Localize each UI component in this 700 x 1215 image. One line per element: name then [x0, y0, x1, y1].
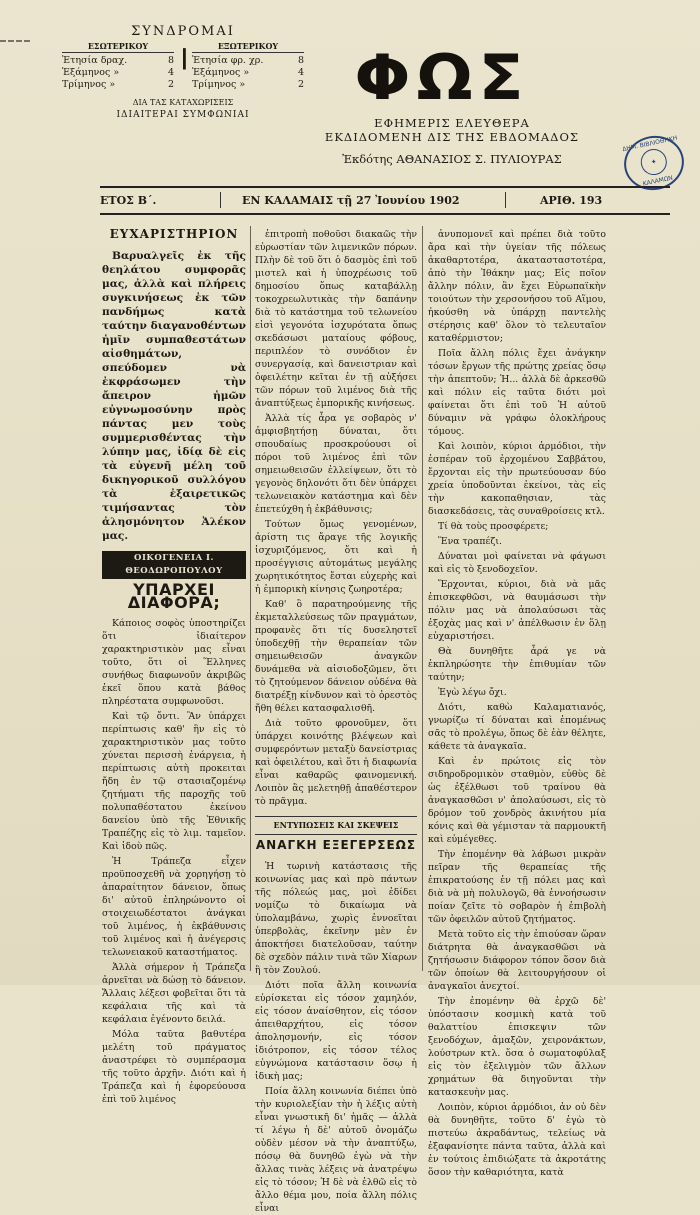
issue-year: ΕΤΟΣ Β΄. — [100, 194, 157, 207]
newspaper-subtitle: ΕΦΗΜΕΡΙΣ ΕΛΕΥΘΕΡΑ — [374, 116, 530, 130]
exterior-heading: ΕΞΩΤΕΡΙΚΟΥ — [192, 40, 304, 53]
article-paragraph: Λοιπὸν, κύριοι ἀρμόδιοι, ἀν οὐ δὲν θὰ δυνηθῆτε, τοῦτο δ' ἐγὼ τὸ πιστεύω ἀκραδάντως, τελείως νὰ ἐξαφανίσητε πάντα ταῦτα, ἀλλὰ καὶ ἐν τούτοις ἐπιδιώξατε τὰ ἀκροτάτης ὅσον τὴν καθαριότητα, κατὰ — [428, 1102, 606, 1178]
article-paragraph: Ἐγὼ λέγω ὄχι. — [438, 687, 507, 698]
rate-value: 2 — [297, 79, 304, 90]
article-paragraph: Τὴν ἐπομένην θὰ ἐρχῶ δὲ' ὑπόστασιν κοσμικὴ κατὰ τοῦ θαλαττίου ἐπισκεψιν τῶν ξενοδόχων, ἀμαξῶν, χειρονάκτων, λούστρων κτλ. ὅσα ὁ σωματοφύλαξ εἰς τὸν ἐξελιγμὸν τῶν ἄλλων χρημάτων θὰ διηγοῦνται τὴν κατασκευὴν μας. — [428, 996, 606, 1098]
interior-rate-row — [62, 55, 174, 67]
column-2 — [255, 228, 418, 1214]
subscriptions-title: ΣΥΝΔΡΟΜΑΙ — [131, 24, 235, 39]
article-paragraph: Καὶ τῷ ὄντι. Ἂν ὑπάρχει περίπτωσις καθ' ἣν εἰς τὸ χαρακτηριστικὸν μας τοῦτο χύνεται περισσὴ ἐνάργεια, ἡ περίπτωσις αὐτὴ προκειται ἤδη ἐν τῷ στασιαζομένῳ ζητήματι τῆς παροχῆς τοῦ πολυπαθέστατου ἐκείνου δανείου ὑπὸ τῆς Ἐθνικῆς Τραπέζης εἰς τὸ λιμ. ταμεῖον. Καὶ ἰδοὺ πῶς. — [102, 711, 246, 852]
masthead — [40, 18, 679, 188]
rate-value: 4 — [167, 67, 174, 78]
article-paragraph: Καὶ λοιπὸν, κύριοι ἀρμόδιοι, τὴν ἐσπέραν τοῦ ἐρχομένου Σαββάτου, ἔρχονται εἰς τὴν πρωτεύουσαν δύο χρεία ὑποδοῦνται ἐκείνοι, τὰς εἰς τὴν κακοπαθησιαν, τὰς διασκεδάσεις, τὰς συναθροίσεις κτλ. — [428, 441, 606, 517]
column-divider — [422, 226, 423, 971]
masthead-rule-top — [100, 186, 670, 188]
article-paragraph: Θὰ δυνηθῆτε ἆρά γε νὰ ἐκπληρώσητε τὴν ἐπιθυμίαν τῶν ταύτην; — [428, 646, 606, 683]
masthead-rule-bottom — [100, 213, 670, 215]
article-paragraph: ἐπιτροπὴ ποθοῦσι διακαῶς τὴν εὐρωστίαν τῶν λιμενικῶν πόρων. Πλὴν δὲ τοῦ ὅτι ὁ δασμὸς ἐπὶ τοῦ μιστελ καὶ ἡ ὑποχρέωσις τοῦ δημοσίου ὅπως καταβάλλῃ τοκοχρεωλυτικὰς τὴν δαπάνην διὰ τὸ κατάστημα τοῦ τελωνείου εἰσὶ γεγονότα ἰσχυρότατα ὅπως σκεδάσωσι ματαίους φόβους, περιπλέον τὸ συνόδιον ἐν συνεργασίᾳ, καὶ δανειστριαν καὶ ὀφειλέτην κεῖται ἐν τῇ αὐξήσει τῶν πόρων τοῦ λιμένος διὰ τῆς ἀναπτύξεως ἐμπορικῆς κινήσεως. — [255, 229, 417, 409]
thanks-notice: Βαρυαλγεῖς ἐκ τῆς θεηλάτου συμφορᾶς μας, ἀλλὰ καὶ πλήρεις συγκινήσεως ἐκ τῶν πανδήμως κατὰ ταύτην διαγανοθέντων ἡμῖν συμπαθεστάτων αἰσθημάτων, σπεύδομεν νὰ ἐκφράσωμεν τὴν ἄπειρον ἡμῶν εὐγνωμοσύνην πρὸς πάντας μεν τοὺς συμμερισθέντας τὴν λύπην μας, ἰδίᾳ δὲ εἰς τὰ εὐγενῆ μέλη τοῦ δικηγορικοῦ συλλόγου τὰ ἐξαιρετικῶς τιμήσαντας τὸν ἀλησμόνητον Ἀλέκον μας. — [102, 250, 246, 542]
article-paragraph: Καθ' ὃ παρατηρούμενης τῆς ἐκμεταλλεύσεως τῶν πραγμάτων, προφανὲς ὅτι τίς δυσεληστεῖ ὑποδεχθῇ τὴν θεραπείαν τῶν σημειωθεισῶν ἀναγκῶν δυνάμεθα νὰ αἰσιοδοξῶμεν, ὅτι τὸ ζητούμενον δάνειον οὐδένα θὰ διατρέξῃ κίνδυνον καὶ τὸ ὀρεστὸς ἤθη θέλει κατασφαλισθῆ. — [255, 599, 417, 714]
article-paragraph: ἀνυπομονεῖ καὶ πρέπει διὰ τοῦτο ἄρα καὶ τὴν ὑγείαν τῆς πόλεως ἀκαθαρτοτέρα, ἀκατασταστοτέρα, ἀπὸ τὴν Ἰθάκην μας; Εἰς ποῖον ἄλλην πόλιν, ἂν ἔχει Εὐρωπαϊκὴν τοιούτων τὴν χερσονήσου τοῦ Αἵμου, ἠκούσθη νὰ ὑπάρχῃ παντελὴς στέρησις καθ' ὅλον τὸ τελευταῖον καταθέρμιστον; — [428, 229, 606, 344]
article-paragraph: Καὶ ἐν πρώτοις εἰς τὸν σιδηροδρομικὸν σταθμὸν, εὐθὺς δὲ ὡς ἐξέλθωσι τοῦ τραίνου θὰ ἀναγκασθῶσι ν' ἀπολαύσωσι, εἰς τὸ δρόμον τοῦ χονδρὸς ἀκινήτου μία κόνις καὶ θὰ γέμισταν τὰ παρμουκτῆ καὶ εὐμέγεθες. — [428, 756, 606, 845]
article-paragraph: Μετὰ τοῦτο εἰς τὴν ἐπιούσαν ὥραν διάτρητα θὰ ἀναγκασθῶσι νὰ ζητήσωσιν διάφορον τόπον ὅσον διὰ τῶν ὁποίων θὰ λειτουργήσουν οἱ ἀναγκαῖοι ἀνεχτοί. — [428, 929, 606, 992]
torn-edge-divider — [0, 40, 30, 42]
rate-label: Ἐτησία φρ. χρ. — [192, 55, 264, 66]
article-paragraph: Διότι, καθὼ Καλαματιανός, γνωρίζω τί δύναται καὶ ἐπομένως σᾶς τὸ προλέγω, ὅπως δὲ ἐὰν θέλητε, κάθετε τὰ ἀναγκαῖα. — [428, 702, 606, 752]
rate-label: Ἑξάμηνος » — [192, 67, 250, 78]
newspaper-title: ΦΩΣ — [354, 40, 530, 115]
article-paragraph: Ἀλλὰ σήμερον ἡ Τράπεζα ἀρνεῖται νὰ δώσῃ τὸ δάνειον. Ἄλλαις λέξεσι φοβεῖται ὅτι τὰ κεφάλαια τῆς καὶ τὰ κεφάλαια ἐγένοντο δειλά. — [102, 962, 246, 1025]
info-separator — [505, 192, 506, 208]
article-heading-awakening: ΑΝΑΓΚΗ ΕΞΕΓΕΡΣΕΩΣ — [255, 838, 417, 852]
rate-value: 8 — [297, 55, 304, 66]
article-paragraph: Ποῖα ἄλλη πόλις ἔχει ἀνάγκην τόσων ἔργων τῆς πρώτης χρείας ὅσῳ τὴν ἀπεπτοῦν; Ἡ... ἀλλὰ δὲ ἀρκεσθῶ καὶ πόλιν εἰς ταῦτα διότι μοὶ φαίνεται ὅτι ἐπὶ τοῦ Ἡ αὐτοῦ δύναμιν νὰ γράφω ὁλοκλήρους τόμους. — [428, 348, 606, 437]
article-paragraph: Διότι ποῖα ἄλλη κοινωνία εὑρίσκεται εἰς τόσον χαμηλόν, εἰς τόσον ἀναίσθητον, εἰς τόσον ἀπειθαρχήτου, εἰς τόσον ἀπολησμονήν, εἰς τόσον ἰδιότροπον, εἰς τόσον τέλος εὐγνώμονα κατάστασιν ὅσῳ ἡ ἰδικὴ μας; — [255, 980, 417, 1082]
rate-label: Ἑξάμηνος » — [62, 67, 120, 78]
article-paragraph: Κάποιος σοφὸς ὑποστηρίζει ὅτι ἰδιαίτερον χαρακτηριστικὸν μας εἶναι τοῦτο, ὅτι οἱ Ἕλληνες συνήθως διαφωνοῦν ἀκριβῶς ἐκεῖ ὅπου κατὰ βάθος πληρέστατα συμφωνοῦσι. — [102, 618, 246, 707]
interior-rate-row — [62, 79, 174, 91]
rate-value: 8 — [167, 55, 174, 66]
article-paragraph: Τούτων ὅμως γενομένων, ἀρίστη τις ἄραγε τῆς λογικῆς ἰσχυριζόμενος, ὅτι καὶ ἡ προσέγγισις αὐτομάτως μεγάλης χωρητικότητος ἔσται εὐχερὴς καὶ ἡ ἐμπορικὴ κίνησις ζωηροτέρα; — [255, 519, 417, 595]
article-paragraph: Δύναται μοὶ φαίνεται νὰ φάγωσι καὶ εἰς τὸ ξενοδοχεῖον. — [428, 551, 606, 575]
library-stamp-icon: ΔΗΜ. ΒΙΒΛΙΟΘΗΚΗ ✦ ΚΑΛΑΜΩΝ — [619, 130, 689, 195]
article-paragraph: Ποία ἄλλη κοινωνία διέπει ὑπὸ τὴν κυριολεξίαν τὴν ἡ λέξις αὐτὴ εἶναι γνωστικῆ δι' ἡμᾶς — ἀλλὰ τί λέγω ἡ δὲ' αὐτοῦ ὀνομάζω οὐδὲν μέσον νὰ τὴν ἀναπτύξω, πόσῳ θὰ δυνηθῶ ἐγὼ νὰ τὴν ἄλλας τινὰς λέξεις νὰ ἀνατρέψω εἰς τὸ τόσον; Ἡ δὲ νὰ ἐλθῶ εἰς τὸ ἄλλο θέμα μου, ποία ἄλλη πόλις εἶναι — [255, 1086, 417, 1214]
ads-note-terms: ΙΔΙΑΙΤΕΡΑΙ ΣΥΜΦΩΝΙΑΙ — [116, 110, 250, 120]
column-1 — [102, 227, 246, 1105]
article-paragraph: Τί θὰ τοὺς προσφέρετε; — [438, 521, 549, 532]
article-paragraph: Μόλα ταῦτα βαθυτέρα μελέτη τοῦ πράγματος ἀναστρέφει τὸ συμπέρασμα τῆς τοῦτο ἀρχῆν. Διότι καὶ ἡ Τράπεζα καὶ ἡ ἐφορεύουσα ἐπὶ τοῦ λιμένος — [102, 1029, 246, 1105]
family-signature: ΟΙΚΟΓΕΝΕΙΑ Ι. ΘΕΟΔΩΡΟΠΟΥΛΟΥ — [102, 551, 246, 579]
rate-label: Ἐτησία δραχ. — [62, 55, 128, 66]
interior-rates — [62, 40, 174, 91]
ornament-divider-icon: ┃ — [179, 49, 190, 70]
article-paragraph: Διὰ τοῦτο φρονοῦμεν, ὅτι ὑπάρχει κοινότης βλέψεων καὶ συμφερόντων μεταξὺ δανείστριας καὶ ὀφειλέτου, καὶ ὅτι ἡ διαφωνία εἶναι καθαρῶς φαινομενική. Λοιπὸν ἂς μελετηθῇ ἀπαθέστερον τὸ πρᾶγμα. — [255, 718, 418, 807]
issue-place-date: ΕΝ ΚΑΛΑΜΑΙΣ τῇ 27 Ἰουνίου 1902 — [242, 194, 460, 207]
column-divider — [250, 226, 251, 971]
rate-value: 2 — [167, 79, 174, 90]
article-paragraph: Ἔρχονται, κύριοι, διὰ νὰ μᾶς ἐπισκεφθῶσι, νὰ θαυμάσωσι τὴν πόλιν μας νὰ ἀπολαύσωσι τὰς ἐξοχὰς μας καὶ ν' ἀπέλθωσιν ἐν ὅλῃ εὐχαριστήσει. — [428, 579, 606, 642]
article-paragraph: Ἀλλὰ τίς ἆρα γε σοβαρὸς ν' ἀμφισβητήσῃ δύναται, ὅτι σπουδαίως προσκρούουσι οἱ πόροι τοῦ λιμένος ἐπὶ τῶν σημειωθεισῶν ἐλλείψεων, ὅτι τὸ γεγονὸς δηλονότι ὅτι δὲν ὑπάρχει τελωνειακὸν κατάστημα καὶ δὲν ἐπετεύχθη ἡ ἐκβάθυνσις; — [255, 413, 417, 515]
rate-label: Τρίμηνος » — [192, 79, 246, 90]
stamp-center-icon: ✦ — [638, 147, 669, 178]
article-paragraph: Ἡ Τράπεζα εἶχεν προϋποσχεθῆ νὰ χορηγήσῃ τὸ ἀπαραίτητον δάνειον, ὅπως δι' αὐτοῦ ἐπληρώνοντο οἱ στοιχειωδέστατοι ἀνάγκαι τοῦ λιμένος, ἡ ἐκβάθυνσις τοῦ λιμένος καὶ ἡ ἀνέγερσις τελωνειακοῦ καταστήματος. — [102, 856, 246, 958]
column-3 — [428, 228, 606, 1178]
interior-heading: ΕΣΩΤΕΡΙΚΟΥ — [62, 40, 174, 53]
newspaper-frequency: ΕΚΔΙΔΟΜΕΝΗ ΔΙΣ ΤΗΣ ΕΒΔΟΜΑΔΟΣ — [324, 130, 580, 144]
section-heading: ΕΝΤΥΠΩΣΕΙΣ ΚΑΙ ΣΚΕΨΕΙΣ — [255, 816, 417, 835]
interior-rate-row — [62, 67, 174, 79]
ads-note: ΔΙΑ ΤΑΣ ΚΑΤΑΧΩΡΙΣΕΙΣ — [132, 98, 234, 107]
article-heading-difference: ΥΠΑΡΧΕΙ ΔΙΑΦΟΡΑ; — [127, 580, 221, 612]
article-paragraph: Ἡ τωρινὴ κατάστασις τῆς κοινωνίας μας καὶ πρὸ πάντων τῆς πόλεώς μας, μοὶ ἐδίδει νομίζω τὸ δικαίωμα νὰ ὑπολαμβάνω, χωρὶς ἐννοεῖται ὑπερβολὰς, ἐκεῖνην μὲν ἐν ἀποκτήσει διατελοῦσαν, ταύτην δὲ σχεδὸν πάλιν τινὰ τῶν Χίαρων ἢ τὸν Ζουλού. — [255, 861, 417, 976]
subscriptions-grid — [62, 40, 304, 91]
subscriptions-box — [62, 26, 304, 121]
rate-label: Τρίμηνος » — [62, 79, 116, 90]
publisher-line: Ἐκδότης ΑΘΑΝΑΣΙΟΣ Σ. ΠΥΛΙΟΥΡΑΣ — [342, 152, 562, 166]
thanks-heading: ΕΥΧΑΡΙΣΤΗΡΙΟΝ — [109, 227, 239, 241]
issue-info-bar — [100, 192, 670, 210]
article-paragraph: Τὴν ἐπομένην θὰ λάβωσι μικρὰν πεῖραν τῆς θεραπείας τῆς ἐπικρατούσης ἐν τῇ πόλει μας καὶ διὰ νὰ μὴ πολυλογῶ, θὰ ἐννοήσωσιν ποίαν ζεῖτε τὸ σοβαρὸν ἡ ἐπιβολὴ τῶν ὀφειλῶν αὐτοῦ ζητήματος. — [428, 849, 606, 925]
info-separator — [220, 192, 221, 208]
article-paragraph: Ἕνα τραπέζι. — [438, 536, 502, 547]
issue-number: ΑΡΙΘ. 193 — [540, 194, 603, 207]
rate-value: 4 — [297, 67, 304, 78]
